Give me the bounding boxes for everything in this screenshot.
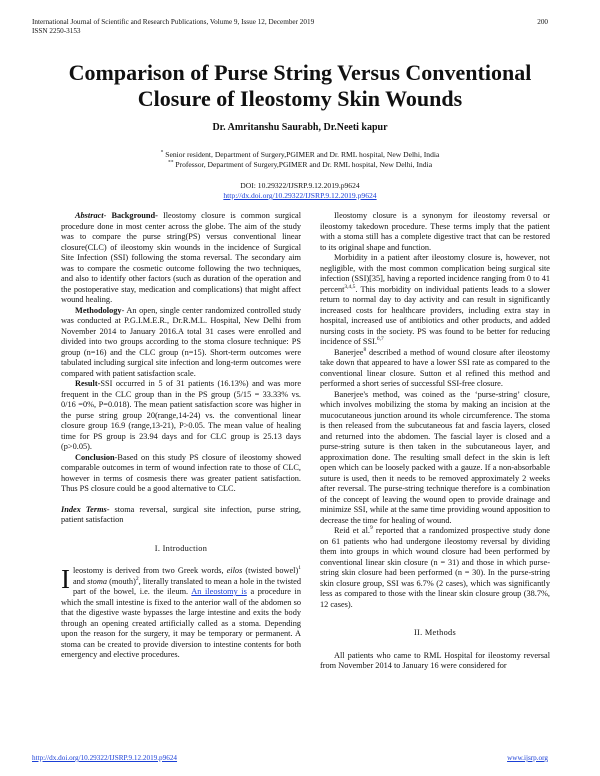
doi-block	[40, 181, 560, 201]
conclusion-label: Conclusion	[75, 452, 115, 462]
citation-mark: 3,4,5	[344, 283, 356, 290]
footer-doi-link[interactable]: http://dx.doi.org/10.29322/IJSRP.9.12.2019.p9624	[32, 754, 178, 762]
affiliation-text: Senior resident, Department of Surgery,PGIMER and Dr. RML hospital, New Delhi, India	[165, 150, 440, 159]
doi-link[interactable]: http://dx.doi.org/10.29322/IJSRP.9.12.2019.p9624	[223, 191, 377, 200]
methodology-text: - An open, single center randomized controlled study was conducted at P.G.I.M.E.R., Dr.R.M.L. Hospital, New Delhi from November 2014 to January 2016.A total 31 cases were enrolled and divided into two groups according to the stoma closure technique: PS group (n=16) and the CLC group (n=15). Short-term outcomes were tabulated including surgical site infection and long-term outcomes were compared with patient satisfaction scale.	[61, 305, 301, 378]
abstract-label: Abstract-	[75, 211, 107, 220]
paragraph-text: Banerjee	[334, 347, 364, 357]
citation-mark: 8	[363, 346, 367, 353]
paragraph	[320, 348, 550, 390]
left-column	[61, 211, 301, 661]
greek-word: eilos	[226, 566, 243, 575]
intro-text: (twisted bowel)	[242, 566, 299, 575]
intro-paragraph	[61, 566, 301, 661]
conclusion-text: -Based on this study PS closure of ileostomy showed comparable outcomes in term of wound infection rate to those of CLC, however in terms of cosmesis there was greater patient satisfaction. Thus PS closure could be a good alternative to CLC.	[61, 452, 301, 493]
citation-mark: 6,7	[376, 336, 384, 343]
abstract-conclusion	[61, 453, 301, 495]
intro-text: a procedure in which the small intestine is fixed to the anterior wall of the abdomen so that the digestive waste bypasses the large intestine and exits the body through an opening created artificially called as a stoma. Depending upon the reason for the surgery, it may be temporary or permanent. A stoma can be created to provide diversion to intestine contents for both emergency and elective procedures.	[61, 587, 301, 659]
section-heading-introduction: I. Introduction	[154, 543, 208, 553]
issn: ISSN 2250-3153	[32, 27, 81, 35]
methodology-label: Methodology	[75, 305, 122, 315]
drop-cap: I	[61, 564, 70, 594]
result-text: SSI occurred in 5 of 31 patients (16.13%) and was more frequent in the CLC group than in the PS group (5/15 = 33.33% vs. 0/16 =0%, P=0.018). The mean patient satisfaction score was higher in the purse string group 20(range,14-24) vs. the conventional linear closure group 16.9 (range,13-21), P>0.05. The mean value of healing time for PS group is 23.94 days and for CLC group is 25.13 days (p>0.05).	[61, 379, 301, 451]
abstract-result	[61, 379, 301, 453]
abstract-methodology	[61, 306, 301, 380]
ileostomy-link[interactable]: An ileostomy is	[191, 587, 247, 596]
paragraph	[320, 526, 550, 610]
footer-website-link[interactable]: www.ijsrp.org	[507, 754, 548, 762]
section-heading-methods: II. Methods	[413, 628, 456, 637]
paragraph-text: reported that a randomized prospective study done on 61 patients who had undergone ileostomy reversal by dividing them into groups in which wound closure had been performed by conventional linear skin closure (n = 31) and those in which purse-string skin closure had been performed (n = 30). In the purse-string skin closure group, SSI was 6.7% (2 cases), which was significantly less as compared to those with the linear skin closure group (38.7%, 12 cases).	[320, 526, 550, 609]
page-number: 200	[537, 18, 548, 26]
abstract-background	[61, 211, 301, 306]
intro-text: leostomy is derived from two Greek words,	[73, 566, 227, 575]
citation-mark: 9	[370, 525, 373, 532]
affiliation-mark: **	[167, 159, 174, 166]
paragraph-text: Morbidity in a patient after ileostomy closure is, however, not negligible, with the most common complication being surgical site infection (SSI)[35], having a reported incidence ranging from 0 to 41 percent	[320, 253, 550, 294]
running-header	[32, 18, 552, 36]
paragraph: All patients who came to RML Hospital for ileostomy reversal from November 2014 to January 16 were considered for	[320, 650, 550, 670]
paragraph-text: described a method of wound closure after ileostomy take down that appeared to have a lower SSI rate as compared to the conventional linear closure. Sutton et al refined this method and performed a short series of successful SSI-free closure.	[320, 347, 550, 388]
background-text: Ileostomy closure is common surgical procedure done in most center across the globe. The aim of the study was to compare the purse string(PS) versus conventional linear closure(CLC) of ileostomy skin wounds in the incidence of Surgical Site Infection (SSI) following the stoma reversal. The secondary aim was to compare the cosmetic outcome following the two techniques, and also to identify other factors (such as duration of the operation and the postoperative stay, medication and complications) that might affect wound healing.	[61, 211, 302, 304]
affiliation-mark: *	[160, 149, 164, 156]
paragraph: Ileostomy closure is a synonym for ileostomy reversal or ileostomy takedown procedure. These terms imply that the patient with a stoma still has a complete digestive tract that can be restored to its original shape and function.	[320, 211, 550, 252]
greek-word: stoma	[87, 576, 107, 586]
affiliation-text: Professor, Department of Surgery,PGIMER and Dr. RML hospital, New Delhi, India	[175, 160, 433, 169]
intro-text: , literally translated to mean a hole in the twisted part of the bowel, i.e. the ileum.	[73, 576, 302, 596]
intro-text: and	[73, 576, 88, 586]
journal-name: International Journal of Scientific and Research Publications, Volume 9, Issue 12, December 2019	[32, 18, 315, 26]
index-terms-text: - stoma reversal, surgical site infection, purse string, patient satisfaction	[61, 504, 301, 524]
paragraph: Banerjee's method, was coined as the ‘purse-string’ closure, which involves mobilizing the stoma by making an incision at the mucocutaneous junction around its whole circumference. The stoma is then released from the subcutaneous fat and fascia layers, closed and returned into the abdomen. The fascial layer is closed and a purse-string suture is then taken in the subcutaneous layer, and approximation done. The resulting small defect in the skin is left open which can be loosely packed with a gauze. If a non-absorbable suture is used, then it needs to be removed approximately 2 weeks after reversal. The purse-string technique therefore is a combination of the concept of leaving the wound open to provide drainage and minimize SSI, while at the same time providing wound apposition to decrease the time for healing of wound.	[320, 389, 550, 525]
right-column	[320, 211, 550, 672]
affiliation-2	[40, 160, 560, 170]
authors: Dr. Amritanshu Saurabh, Dr.Neeti kapur	[212, 122, 388, 133]
intro-text: (mouth)	[106, 576, 136, 586]
paragraph	[320, 253, 550, 348]
affiliation-1	[40, 150, 560, 160]
affiliations	[40, 150, 560, 170]
citation-mark: 2	[135, 575, 139, 582]
paragraph-text: Reid et al.	[334, 526, 370, 535]
index-terms	[61, 505, 301, 526]
paragraph-text: . This morbidity on individual patients leads to a slower return to normal day to day activity and can result in significantly increased costs for healthcare providers, including extra stay in hospital, increased use of antibiotics and other products, and added nursing costs in the society. PS was found to be better for reducing incidence of SSI.	[320, 284, 550, 346]
title-line-2: Closure of Ileostomy Skin Wounds	[137, 86, 463, 111]
index-terms-label: Index Terms	[61, 504, 107, 514]
background-label: Background-	[111, 211, 158, 220]
title-line-1: Comparison of Purse String Versus Conventional	[68, 60, 532, 85]
citation-mark: 1	[298, 565, 301, 572]
paper-title	[40, 60, 560, 112]
result-label: Result-	[75, 379, 101, 388]
doi-text: DOI: 10.29322/IJSRP.9.12.2019.p9624	[240, 181, 360, 190]
